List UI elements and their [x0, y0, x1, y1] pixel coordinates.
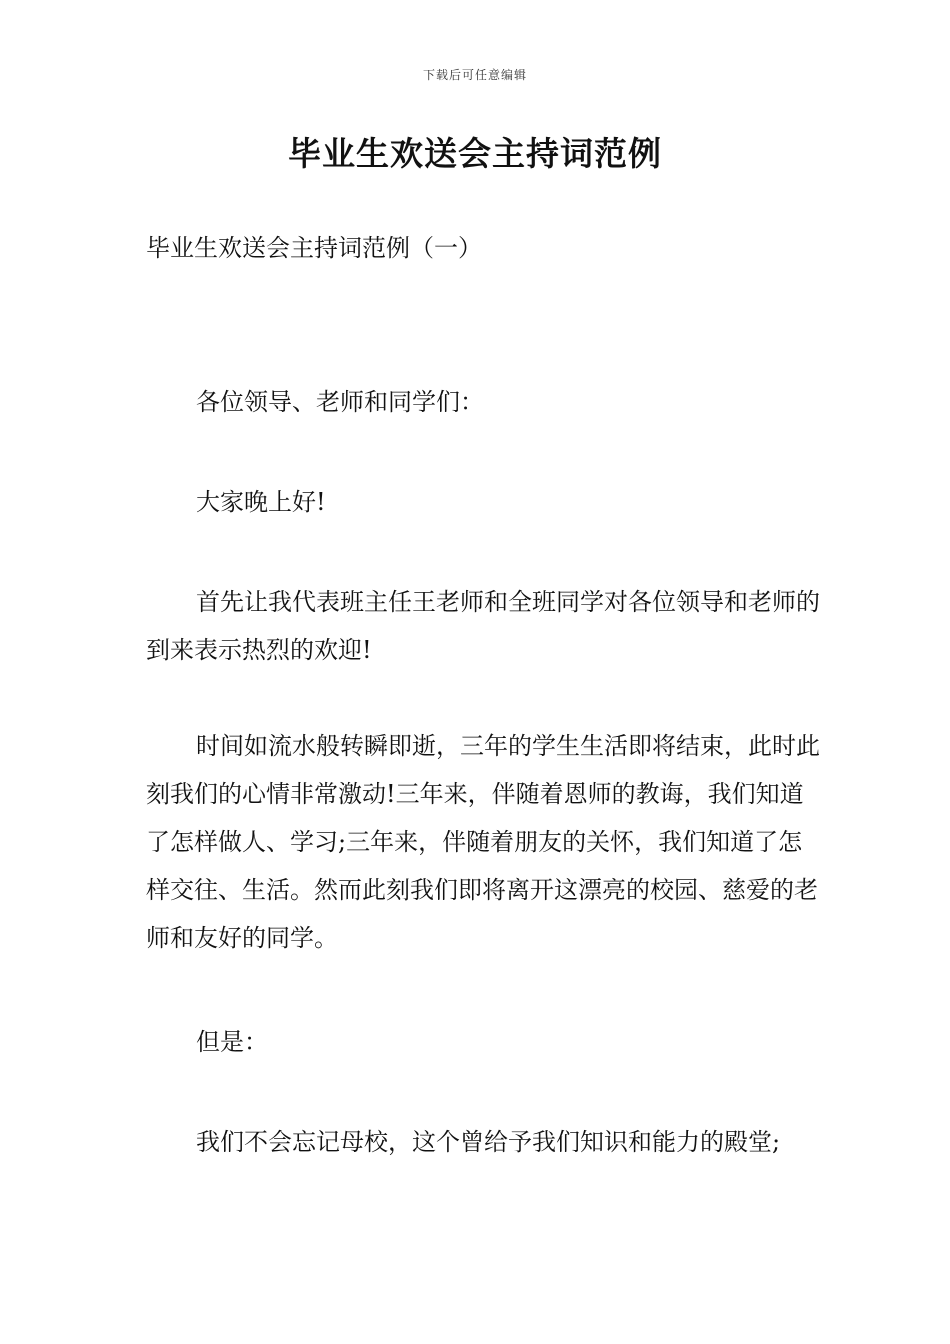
header-note: 下载后可任意编辑 — [422, 68, 527, 82]
section-heading: 毕业生欢送会主持词范例（一） — [146, 234, 482, 262]
paragraph-greeting-audience: 各位领导、老师和同学们： — [196, 388, 484, 416]
paragraph-good-evening: 大家晚上好! — [196, 488, 326, 516]
paragraph-time-passes: 时间如流水般转瞬即逝，三年的学生生活即将结束，此时此刻我们的心情非常激动!三年来，伴随着恩师的教诲，我们知道了怎样做人、学习;三年来，伴随着朋友的关怀，我们知道了怎样交往、生活。然而此刻我们即将离开这漂亮的校园、慈爱的老师和友好的同学。 — [146, 732, 820, 952]
paragraph-welcome: 首先让我代表班主任王老师和全班同学对各位领导和老师的到来表示热烈的欢迎! — [146, 588, 820, 664]
document-title: 毕业生欢送会主持词范例 — [288, 134, 662, 173]
paragraph-however: 但是： — [196, 1028, 268, 1056]
paragraph-alma-mater: 我们不会忘记母校，这个曾给予我们知识和能力的殿堂; — [196, 1128, 781, 1156]
